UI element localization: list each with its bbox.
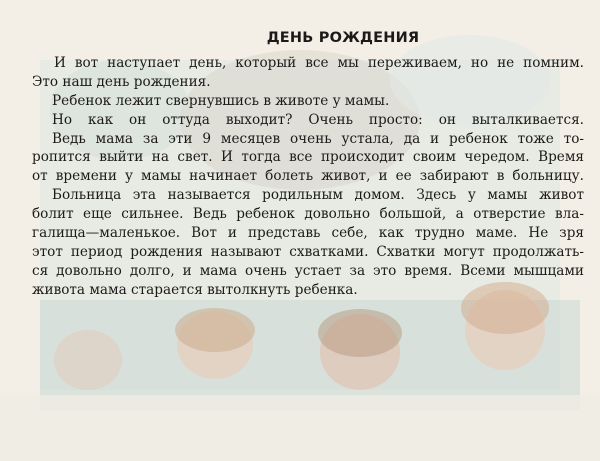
text-line: ся довольно долго, и мама очень устает за это время. Всеми мышцами xyxy=(32,262,584,279)
text-line: живота мама старается вытолкнуть ребенка. xyxy=(32,281,358,298)
text-line: И вот наступает день, который все мы переживаем, но не помним. xyxy=(54,55,584,71)
text-line: Это наш день рождения. xyxy=(32,73,211,90)
text-line: Больница эта называется родильным домом. Здесь у мамы живот xyxy=(52,187,584,204)
text-line: болит еще сильнее. Ведь ребенок довольно большой, а отверстие вла- xyxy=(32,206,584,223)
article xyxy=(32,28,584,300)
page-title: ДЕНЬ РОЖДЕНИЯ xyxy=(266,30,420,46)
text-line: ропится выйти на свет. И тогда все происходит своим чередом. Время xyxy=(32,149,584,166)
text-line: галища—маленькое. Вот и представь себе, как трудно маме. Не зря xyxy=(32,225,584,242)
text-line: Ребенок лежит свернувшись в животе у мамы. xyxy=(52,92,390,109)
text-line: от времени у мамы начинает болеть живот, и ее забирают в больницу. xyxy=(32,168,584,185)
text-line: Но как он оттуда выходит? Очень просто: он выталкивается. xyxy=(52,111,584,128)
text-line: этот период рождения называют схватками. Схватки могут продолжать- xyxy=(32,243,584,260)
text-line: Ведь мама за эти 9 месяцев очень устала, да и ребенок тоже то- xyxy=(52,130,584,147)
